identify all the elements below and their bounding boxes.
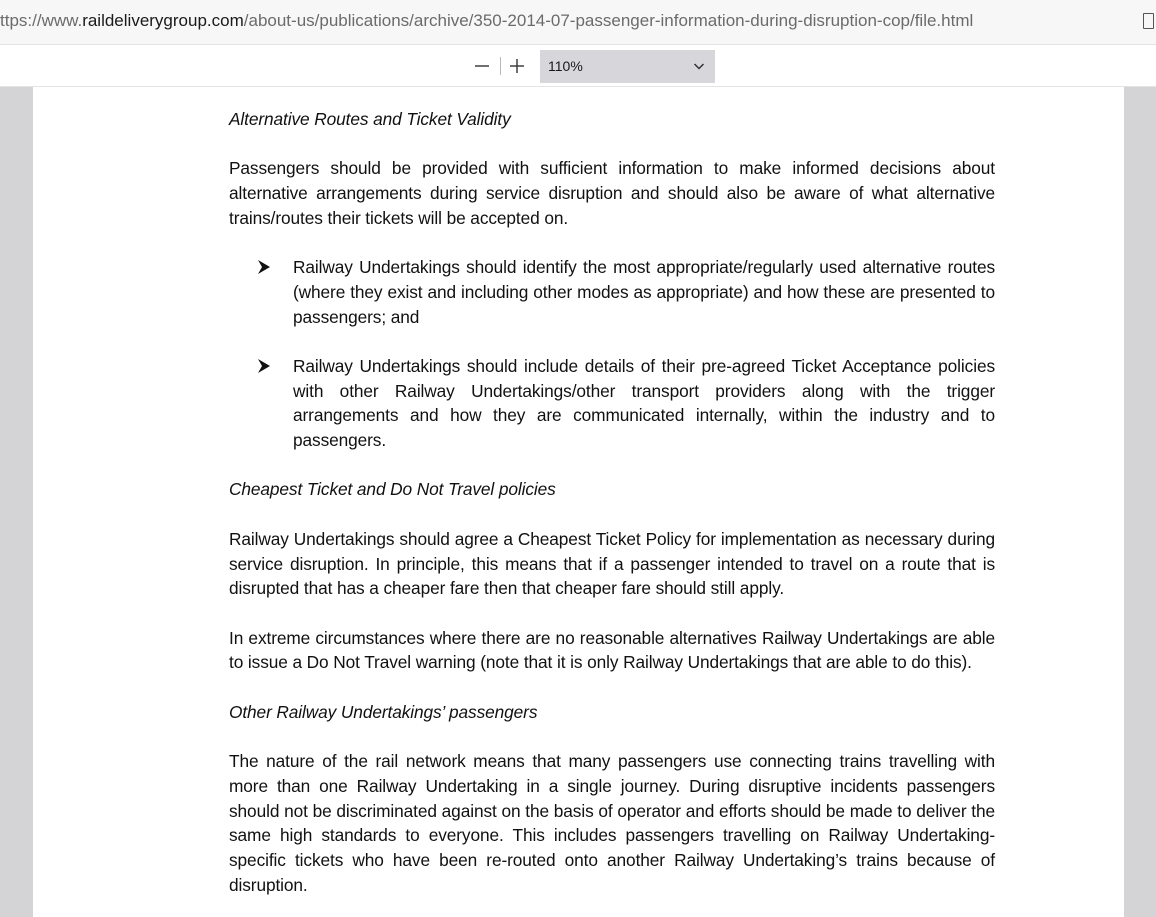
- url-domain: raildeliverygroup.com: [82, 11, 244, 30]
- bullet-item-ticket-acceptance: [229, 354, 995, 453]
- paragraph-cheapest-ticket-policy: Railway Undertakings should agree a Cheapest Ticket Policy for implementation as necessary during service disruption. In principle, this means that if a passenger intended to travel on a route that is disrupted that has a cheaper fare then that cheaper fare should still apply.: [229, 528, 995, 599]
- arrowhead-bullet-icon: [257, 358, 271, 374]
- url-path: /about-us/publications/archive/350-2014-07-passenger-information-during-disruption-cop/file.html: [243, 11, 974, 30]
- paragraph-sufficient-information: Passengers should be provided with sufficient information to make informed decisions about alternative arrangements during service disruption and should also be aware of what alternative trains/routes their tickets will be accepted on.: [229, 158, 995, 228]
- pdf-toolbar: [0, 44, 1156, 87]
- zoom-separator: [500, 57, 501, 75]
- minus-icon: [474, 58, 490, 74]
- url-text[interactable]: [0, 11, 973, 31]
- bullet-text: Railway Undertakings should identify the most appropriate/regularly used alternative routes (where they exist and including other modes as appropriate) and how these are presented to passengers; and: [293, 257, 995, 327]
- arrowhead-bullet-icon: [257, 259, 271, 275]
- plus-icon: [509, 58, 525, 74]
- zoom-select[interactable]: [540, 50, 715, 83]
- zoom-value: 110%: [548, 58, 583, 74]
- chevron-down-icon: [693, 60, 705, 72]
- zoom-in-button[interactable]: [504, 53, 530, 79]
- url-prefix: ttps://www.: [0, 11, 83, 30]
- section-heading-cheapest-ticket: Cheapest Ticket and Do Not Travel policies: [229, 479, 556, 500]
- zoom-out-button[interactable]: [469, 53, 495, 79]
- document-content: [229, 107, 995, 917]
- document-page: [33, 87, 1124, 917]
- bullet-item-alternative-routes: [229, 255, 995, 329]
- address-bar[interactable]: [0, 0, 1156, 44]
- paragraph-rail-network: The nature of the rail network means that many passengers use connecting trains travelling with more than one Railway Undertaking in a single journey. During disruptive incidents passengers should not be discriminated against on the basis of operator and efforts should be made to deliver the same high standards to everyone. This includes passengers travelling on Railway Undertaking-specific tickets who have been re-routed onto another Railway Undertaking’s trains because of disruption.: [229, 751, 995, 895]
- page-icon[interactable]: [1143, 13, 1154, 29]
- section-heading-alternative-routes: Alternative Routes and Ticket Validity: [229, 109, 511, 129]
- section-heading-other-passengers: Other Railway Undertakings’ passengers: [229, 701, 538, 722]
- paragraph-do-not-travel: In extreme circumstances where there are no reasonable alternatives Railway Undertakings are able to issue a Do Not Travel warning (note that it is only Railway Undertakings that are able to do this).: [229, 627, 995, 673]
- bullet-text: Railway Undertakings should include details of their pre-agreed Ticket Acceptance policies with other Railway Undertakings/other transport providers along with the trigger arrangements and how they are communicated internally, within the industry and to passengers.: [293, 355, 995, 451]
